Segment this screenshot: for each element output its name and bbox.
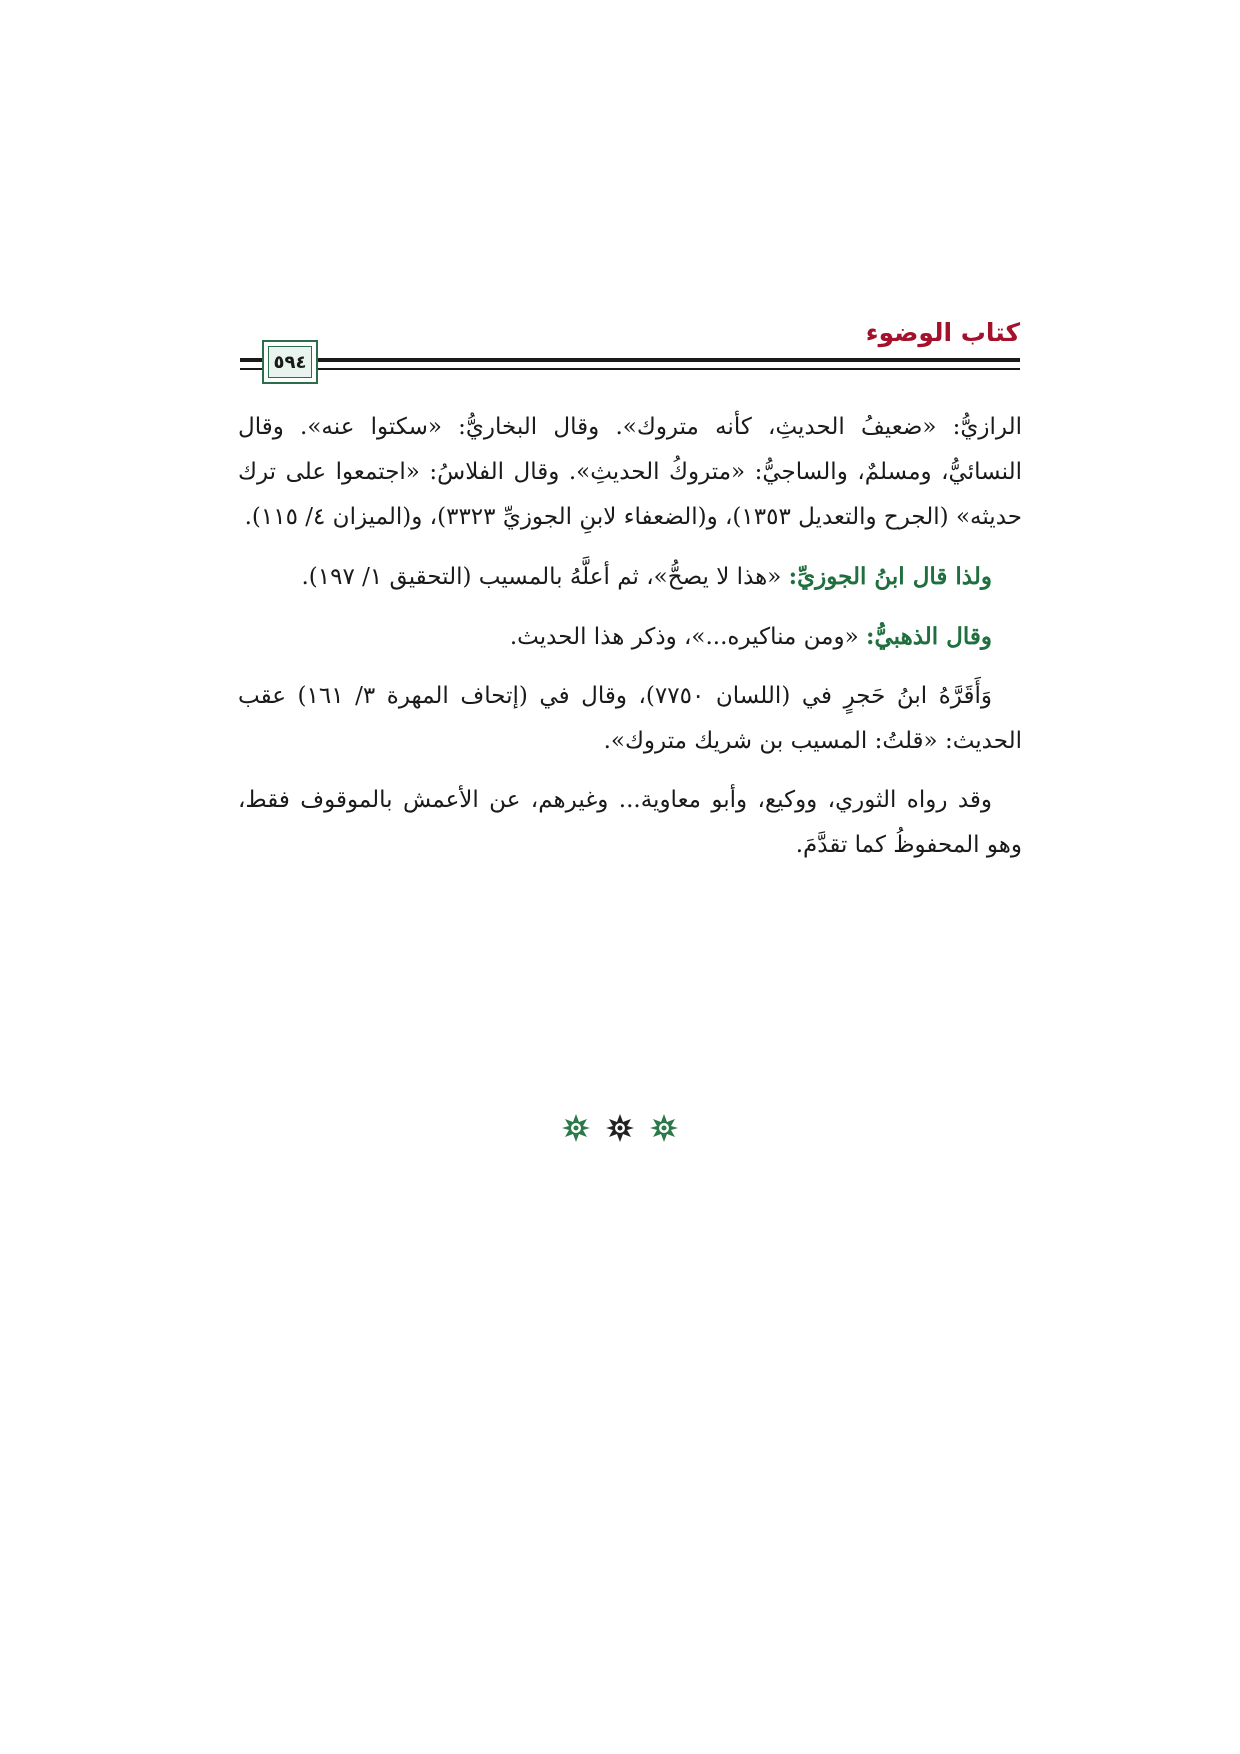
header-rule-thin bbox=[240, 368, 1020, 370]
page-body bbox=[238, 405, 1022, 882]
book-title: كتاب الوضوء bbox=[865, 318, 1020, 347]
star-ornament-icon bbox=[605, 1113, 635, 1143]
star-ornament-icon bbox=[561, 1113, 591, 1143]
header-rule-thick bbox=[240, 358, 1020, 362]
paragraph-text: وقد رواه الثوري، ووكيع، وأبو معاوية... وغيرهم، عن الأعمش بالموقوف فقط، وهو المحفوظُ كما تقدَّمَ. bbox=[238, 787, 1022, 858]
star-ornament-icon bbox=[649, 1113, 679, 1143]
page-header bbox=[240, 318, 1020, 388]
paragraph-1 bbox=[238, 405, 1022, 540]
section-end-ornaments bbox=[0, 1113, 1240, 1143]
paragraph-text: الرازيُّ: «ضعيفُ الحديثِ، كأنه متروك». وقال البخاريُّ: «سكتوا عنه». وقال النسائيُّ، ومسلمٌ، والساجيُّ: «متروكُ الحديثِ». وقال الفلاسُ: «اجتمعوا على ترك حديثه» (الجرح والتعديل ١٣٥٣)، و(الضعفاء لابنِ الجوزيِّ ٣٣٢٣)، و(الميزان ٤/ ١١٥). bbox=[238, 414, 1022, 530]
paragraph-lead: وقال الذهبيُّ: bbox=[865, 623, 992, 650]
paragraph-3 bbox=[238, 614, 1022, 660]
paragraph-2 bbox=[238, 554, 1022, 600]
paragraph-text: وَأَقَرَّهُ ابنُ حَجرٍ في (اللسان ٧٧٥٠)، وقال في (إتحاف المهرة ٣/ ١٦١) عقب الحديث: «قلتُ: المسيب بن شريك متروك». bbox=[238, 683, 1022, 754]
paragraph-4 bbox=[238, 674, 1022, 764]
page-number: ٥٩٤ bbox=[268, 346, 312, 378]
page-number-frame bbox=[262, 340, 318, 384]
paragraph-text: «هذا لا يصحُّ»، ثم أعلَّهُ بالمسيب (التحقيق ١/ ١٩٧). bbox=[301, 564, 789, 590]
paragraph-5 bbox=[238, 778, 1022, 868]
paragraph-lead: ولذا قال ابنُ الجوزيِّ: bbox=[788, 563, 992, 590]
paragraph-text: «ومن مناكيره...»، وذكر هذا الحديث. bbox=[509, 624, 866, 650]
